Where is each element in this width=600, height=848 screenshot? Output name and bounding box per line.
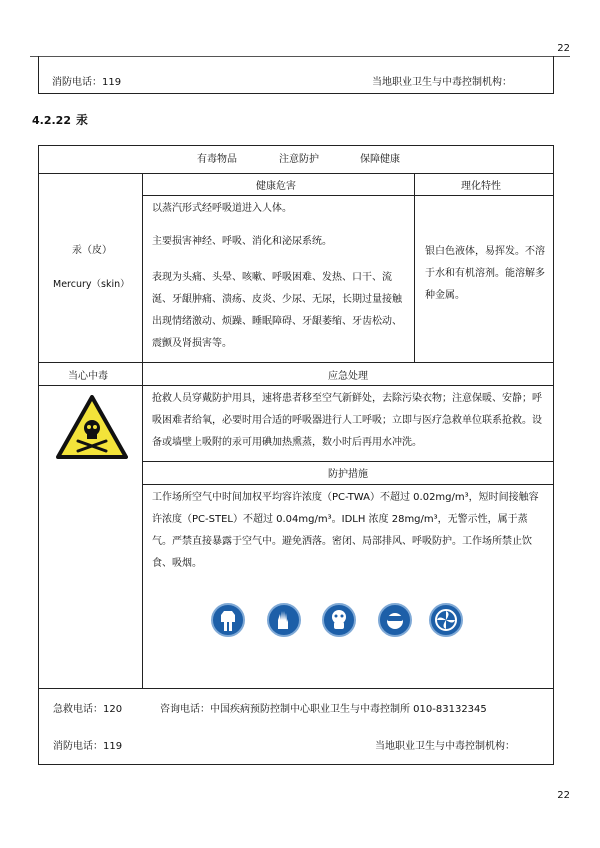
emergency-phone: 急救电话：120 — [53, 704, 123, 715]
substance-name-en: Mercury（skin） — [53, 279, 130, 290]
safety-goggles-icon — [378, 603, 412, 637]
hazard-card — [38, 145, 554, 765]
ventilation-fan-icon — [429, 603, 463, 637]
health-paragraph-1: 以蒸汽形式经呼吸道进入人体。 — [152, 203, 292, 214]
protection-text: 工作场所空气中时间加权平均容许浓度（PC-TWA）不超过 0.02mg/m³，短时间接触容许浓度（PC-STEL）不超过 0.04mg/m³。IDLH 浓度 28mg/m³，无警示性，属于蒸气。严禁直接暴露于空气中。避免洒落。密闭、局部排风、呼吸防护。工作场所禁止饮食、吸烟。 — [152, 492, 539, 569]
protection-header: 防护措施 — [328, 469, 368, 480]
emergency-text: 抢救人员穿戴防护用具，速将患者移至空气新鲜处，去除污染衣物；注意保暖、安静；呼吸困难者给氧，必要时用合适的呼吸器进行人工呼吸；立即与医疗急救单位联系抢救。设备或墙壁上吸附的汞可用碘加热熏蒸，数小时后再用水冲洗。 — [152, 393, 542, 448]
fire-phone-text: 消防电话：119 — [52, 77, 122, 88]
card-fire-phone: 消防电话：119 — [53, 741, 123, 752]
section-title: 汞 — [76, 113, 89, 127]
local-agency-text: 当地职业卫生与中毒控制机构： — [372, 77, 512, 88]
consult-phone: 咨询电话：中国疾病预防控制中心职业卫生与中毒控制所 010-83132345 — [160, 704, 487, 715]
section-number: 4.2.22 — [32, 114, 71, 127]
health-paragraph-3: 表现为头痛、头晕、咳嗽、呼吸困难、发热、口干、流涎、牙龈肿痛、溃疡、皮炎、少尿、无尿，长期过量接触出现情绪激动、烦躁、睡眠障碍、牙龈萎缩、牙齿松动、震颤及肾损害等。 — [152, 272, 402, 349]
protective-clothing-icon — [211, 603, 245, 637]
page-number-bottom: 22 — [557, 790, 570, 801]
physchem-text: 银白色液体，易挥发。不溶于水和有机溶剂。能溶解多种金属。 — [425, 246, 545, 301]
card-local-agency: 当地职业卫生与中毒控制机构： — [375, 741, 515, 752]
card-header-item-3: 保障健康 — [360, 154, 400, 165]
respirator-icon — [322, 603, 356, 637]
protective-gloves-icon — [267, 603, 301, 637]
card-header-item-2: 注意防护 — [279, 154, 319, 165]
top-fragment-table — [38, 56, 554, 94]
health-paragraph-2: 主要损害神经、呼吸、消化和泌尿系统。 — [152, 236, 332, 247]
toxic-warning-sign-icon — [56, 395, 128, 459]
warning-label: 当心中毒 — [68, 371, 108, 382]
emergency-header: 应急处理 — [328, 371, 368, 382]
page-number-top: 22 — [557, 43, 570, 54]
physchem-header: 理化特性 — [461, 181, 501, 192]
health-hazard-header: 健康危害 — [256, 181, 296, 192]
substance-name: 汞（皮） — [72, 245, 112, 256]
card-header-item-1: 有毒物品 — [197, 154, 237, 165]
